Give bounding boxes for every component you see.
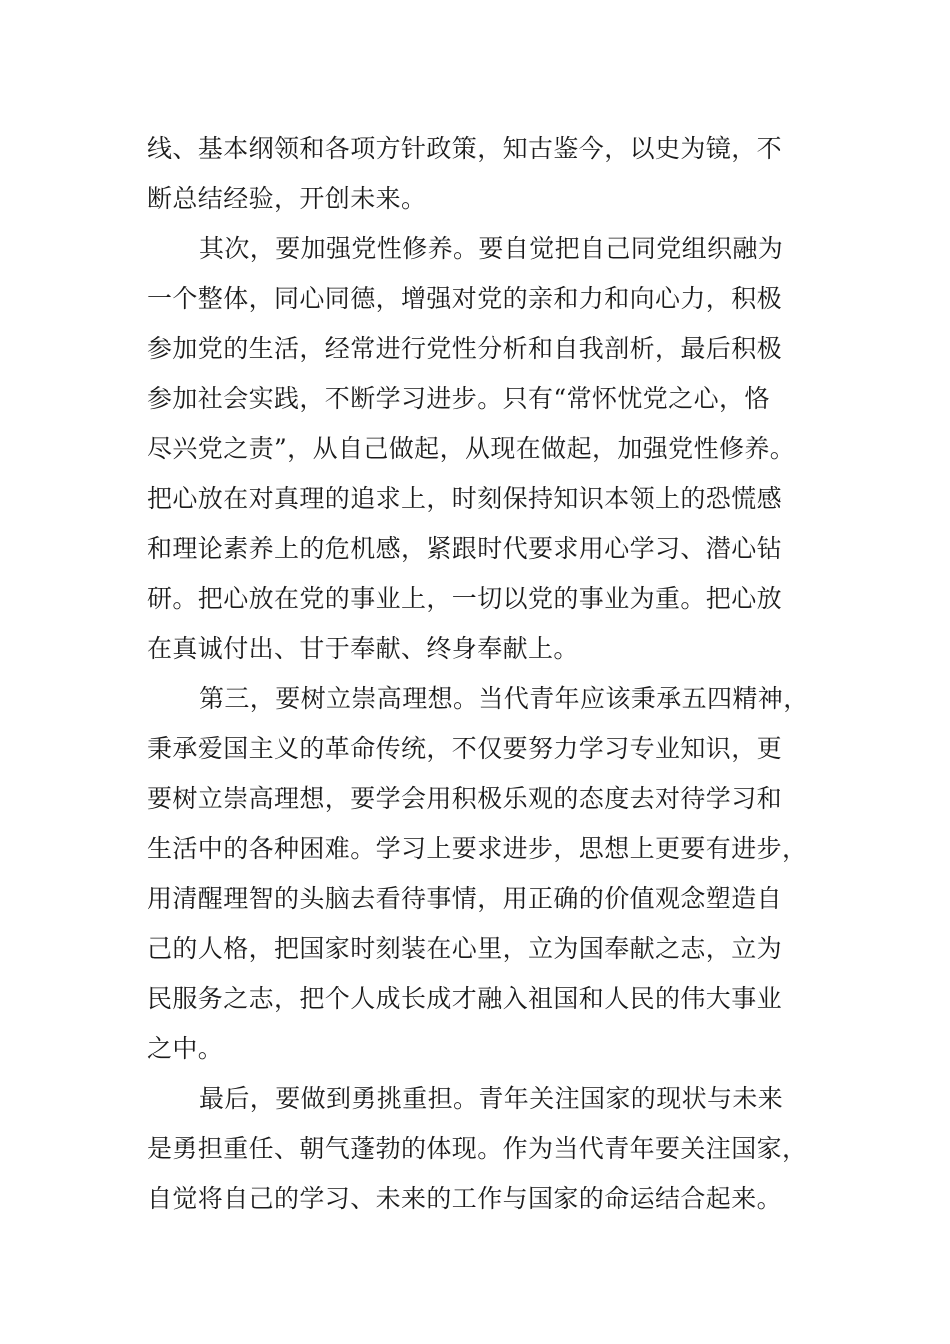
text-line: 要树立崇高理想，要学会用积极乐观的态度去对待学习和 (147, 784, 783, 813)
paragraph-start-line: 第三，要树立崇高理想。当代青年应该秉承五四精神， (199, 684, 809, 713)
text-line: 把心放在对真理的追求上，时刻保持知识本领上的恐慌感 (147, 484, 783, 513)
text-line: 参加党的生活，经常进行党性分析和自我剖析，最后积极 (147, 334, 783, 363)
text-line: 秉承爱国主义的革命传统，不仅要努力学习专业知识，更 (147, 734, 783, 763)
body-text (147, 124, 809, 1224)
text-line: 民服务之志，把个人成长成才融入祖国和人民的伟大事业 (147, 984, 783, 1013)
text-line: 之中。 (147, 1034, 224, 1063)
paragraph-start-line: 最后，要做到勇挑重担。青年关注国家的现状与未来 (199, 1084, 784, 1113)
text-line: 一个整体，同心同德，增强对党的亲和力和向心力，积极 (147, 284, 783, 313)
text-line: 用清醒理智的头脑去看待事情，用正确的价值观念塑造自 (147, 884, 783, 913)
text-line: 在真诚付出、甘于奉献、终身奉献上。 (147, 634, 579, 663)
text-line: 和理论素养上的危机感，紧跟时代要求用心学习、潜心钻 (147, 534, 783, 563)
paragraph-start-line: 其次，要加强党性修养。要自觉把自己同党组织融为 (199, 234, 784, 263)
text-line: 断总结经验，开创未来。 (147, 184, 427, 213)
text-line: 尽兴党之责”，从自己做起，从现在做起，加强党性修养。 (147, 434, 796, 463)
text-line: 己的人格，把国家时刻装在心里，立为国奉献之志，立为 (147, 934, 783, 963)
text-line: 自觉将自己的学习、未来的工作与国家的命运结合起来。 (147, 1184, 783, 1213)
text-line: 参加社会实践，不断学习进步。只有“常怀忧党之心，恪 (147, 384, 770, 413)
text-line: 生活中的各种困难。学习上要求进步，思想上更要有进步， (147, 834, 808, 863)
text-line: 是勇担重任、朝气蓬勃的体现。作为当代青年要关注国家， (147, 1134, 808, 1163)
text-line: 线、基本纲领和各项方针政策，知古鉴今，以史为镜，不 (147, 134, 783, 163)
text-line: 研。把心放在党的事业上，一切以党的事业为重。把心放 (147, 584, 783, 613)
